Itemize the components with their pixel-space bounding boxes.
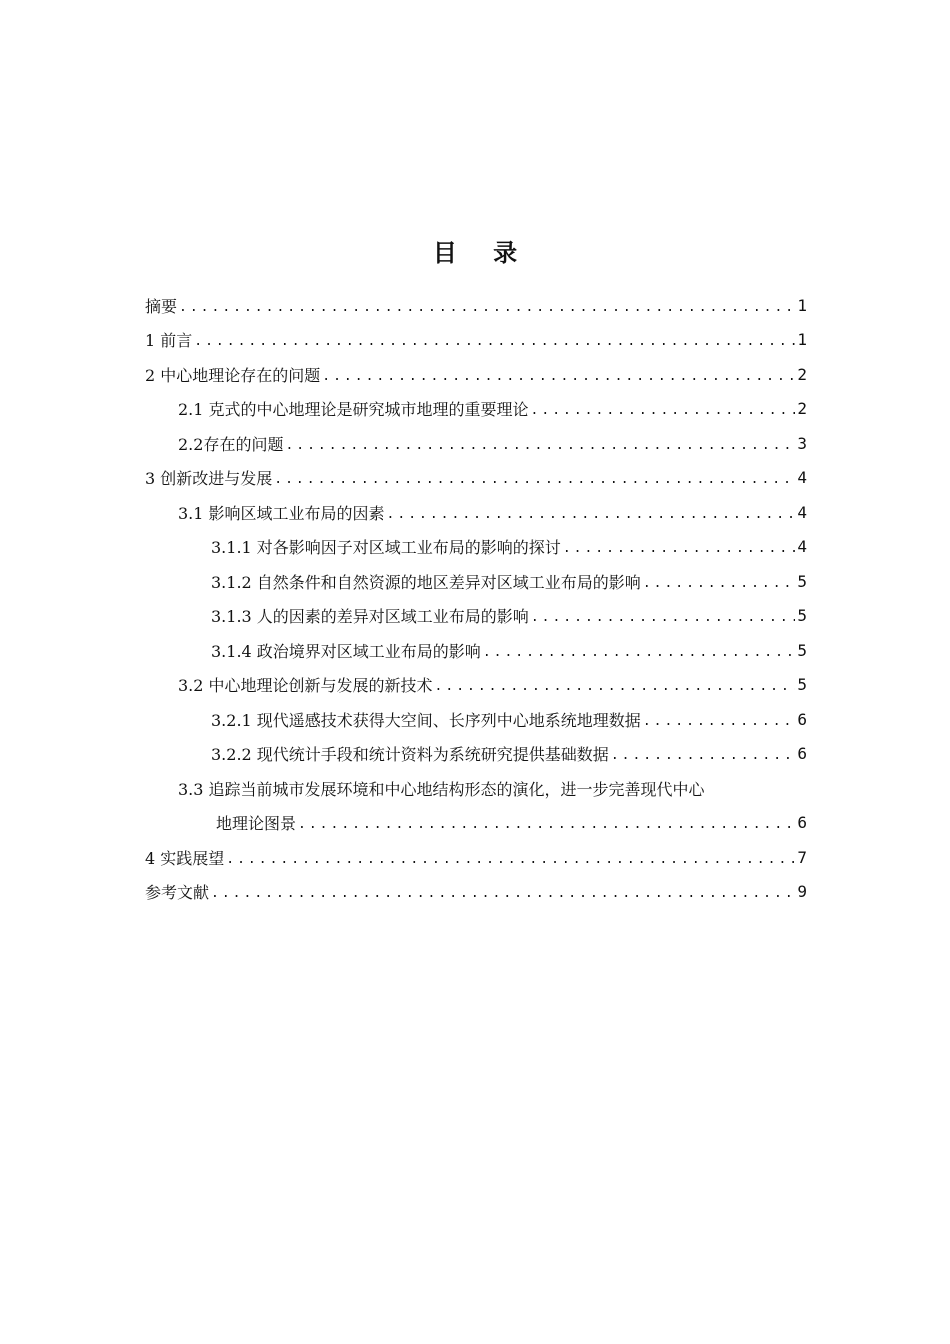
- toc-leader-dots: [483, 645, 796, 660]
- toc-entry-text: 3.1 影响区域工业布局的因素: [178, 503, 385, 523]
- toc-leader-dots: [563, 541, 796, 556]
- toc-entry-text: 3.3 追踪当前城市发展环境和中心地结构形态的演化，进一步完善现代中心: [178, 779, 705, 799]
- toc-leader-dots: [531, 403, 796, 418]
- toc-entry-3-1-3[interactable]: [145, 599, 807, 634]
- toc-entry-text: 2.2存在的问题: [178, 434, 284, 454]
- toc-entry-3-1[interactable]: [145, 495, 807, 530]
- toc-entry-3-2[interactable]: [145, 668, 807, 703]
- toc-page-number: 1: [797, 295, 807, 315]
- toc-page-number: 6: [797, 813, 807, 833]
- toc-entry-3-2-2[interactable]: [145, 737, 807, 772]
- toc-page-number: 9: [797, 882, 807, 902]
- toc-entry-references[interactable]: [145, 875, 807, 910]
- toc-page-number: 3: [797, 433, 807, 453]
- toc-entry-text: 4 实践展望: [145, 848, 225, 868]
- toc-leader-dots: [274, 472, 795, 487]
- toc-title: 目 录: [432, 239, 532, 267]
- toc-page-number: 6: [797, 709, 807, 729]
- toc-page-number: 5: [797, 640, 807, 660]
- toc-entry-text: 1 前言: [145, 331, 193, 351]
- toc-leader-dots: [643, 714, 796, 729]
- toc-leader-dots: [643, 576, 796, 591]
- toc-page-number: 4: [797, 502, 807, 522]
- toc-page-number: 2: [797, 399, 807, 419]
- toc-entry-text: 3.1.1 对各影响因子对区域工业布局的影响的探讨: [211, 538, 561, 558]
- toc-entry-2[interactable]: [145, 357, 807, 392]
- toc-entry-abstract[interactable]: [145, 288, 807, 323]
- toc-entry-3-3[interactable]: [145, 771, 807, 806]
- toc-entry-text: 3.2.1 现代遥感技术获得大空间、长序列中心地系统地理数据: [211, 710, 641, 730]
- toc-entry-text: 3 创新改进与发展: [145, 469, 273, 489]
- toc-page-number: 5: [797, 675, 807, 695]
- toc-leader-dots: [611, 748, 796, 763]
- toc-entry-text: 3.2.2 现代统计手段和统计资料为系统研究提供基础数据: [211, 745, 609, 765]
- toc-leader-dots: [435, 679, 796, 694]
- toc-leader-dots: [285, 438, 795, 453]
- toc-leader-dots: [194, 334, 795, 349]
- toc-leader-dots: [226, 852, 795, 867]
- toc-entry-3-3-continued[interactable]: [145, 806, 807, 841]
- toc-page-number: 5: [797, 571, 807, 591]
- toc-entry-text: 摘要: [145, 296, 178, 316]
- toc-leader-dots: [387, 507, 796, 522]
- toc-entry-2-1[interactable]: [145, 392, 807, 427]
- toc-leader-dots: [322, 369, 795, 384]
- toc-entry-text: 地理论图景: [216, 814, 297, 834]
- toc-entry-text: 3.1.4 政治境界对区域工业布局的影响: [211, 641, 481, 661]
- toc-entry-1[interactable]: [145, 323, 807, 358]
- toc-leader-dots: [179, 300, 795, 315]
- toc-entry-3-2-1[interactable]: [145, 702, 807, 737]
- toc-page-number: 2: [797, 364, 807, 384]
- toc-entry-3[interactable]: [145, 461, 807, 496]
- toc-entry-text: 3.2 中心地理论创新与发展的新技术: [178, 676, 433, 696]
- toc-entry-text: 2 中心地理论存在的问题: [145, 365, 321, 385]
- toc-page-number: 6: [797, 744, 807, 764]
- toc-entry-2-2[interactable]: [145, 426, 807, 461]
- toc-entry-text: 参考文献: [145, 883, 210, 903]
- toc-leader-dots: [531, 610, 796, 625]
- toc-page-number: 1: [797, 330, 807, 350]
- table-of-contents: [145, 288, 807, 909]
- toc-page-number: 5: [797, 606, 807, 626]
- toc-entry-3-1-2[interactable]: [145, 564, 807, 599]
- toc-leader-dots: [298, 817, 795, 832]
- toc-entry-3-1-1[interactable]: [145, 530, 807, 565]
- toc-leader-dots: [211, 886, 795, 901]
- toc-page-number: 4: [797, 468, 807, 488]
- toc-entry-text: 3.1.2 自然条件和自然资源的地区差异对区域工业布局的影响: [211, 572, 641, 592]
- toc-page-number: 4: [797, 537, 807, 557]
- toc-entry-3-1-4[interactable]: [145, 633, 807, 668]
- toc-entry-text: 3.1.3 人的因素的差异对区域工业布局的影响: [211, 607, 529, 627]
- toc-entry-text: 2.1 克式的中心地理论是研究城市地理的重要理论: [178, 400, 529, 420]
- toc-entry-4[interactable]: [145, 840, 807, 875]
- toc-page-number: 7: [797, 847, 807, 867]
